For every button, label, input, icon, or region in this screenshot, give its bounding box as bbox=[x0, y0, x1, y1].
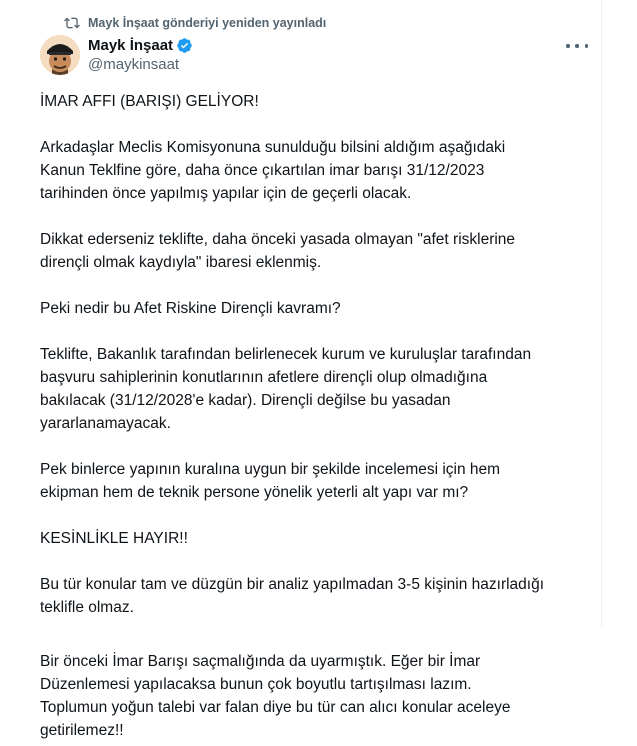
tweet-paragraph: Dikkat ederseniz teklifte, daha önceki yasada olmayan "afet risklerine dirençli olmak kaydıyla" ibaresi eklenmiş. bbox=[40, 231, 516, 271]
author-block bbox=[88, 37, 193, 73]
repost-icon bbox=[64, 15, 80, 31]
author-handle[interactable]: @maykinsaat bbox=[88, 56, 180, 73]
more-dot bbox=[585, 44, 589, 48]
repost-text: Mayk İnşaat gönderiyi yeniden yayınladı bbox=[88, 16, 327, 30]
comment-text: Bir önceki İmar Barışı saçmalığında da uyarmıştık. Eğer bir İmar Düzenlemesi yapılacaksa bunun çok boyutlu tartışılması lazım. Toplumun yoğun talebi var falan diye bu tür can alıcı konular aceleye getirilemez!! bbox=[40, 653, 511, 739]
repost-indicator[interactable] bbox=[64, 15, 326, 31]
tweet-paragraph: KESİNLİKLE HAYIR!! bbox=[40, 530, 188, 547]
tweet-paragraph: İMAR AFFI (BARIŞI) GELİYOR! bbox=[40, 93, 259, 110]
tweet-paragraph: Bu tür konular tam ve düzgün bir analiz yapılmadan 3-5 kişinin hazırladığı teklifle olmaz. bbox=[40, 576, 545, 616]
tweet-paragraph: Arkadaşlar Meclis Komisyonuna sunulduğu bilsini aldığım aşağıdaki Kanun Teklfine göre, daha önce çıkartılan imar barışı 31/12/2023 tarihinden önce yapılmış yapılar için de geçerli olacak. bbox=[40, 139, 506, 202]
more-dot bbox=[575, 44, 579, 48]
tweet-paragraph: Pek binlerce yapının kuralına uygun bir şekilde incelemesi için hem ekipman hem de teknik persone yönelik yeterli alt yapı var mı? bbox=[40, 461, 501, 501]
avatar-icon bbox=[40, 35, 80, 75]
tweet-paragraph: Teklifte, Bakanlık tarafından belirlenecek kurum ve kuruluşlar tarafından başvuru sahiplerinin konutlarının afetlere dirençli olup olmadığına bakılacak (31/12/2028'e kadar). Dirençli değilse bu yasadan yararlanamayacak. bbox=[40, 346, 532, 432]
tweet-text bbox=[40, 90, 596, 642]
tweet-paragraph: Peki nedir bu Afet Riskine Dirençli kavramı? bbox=[40, 300, 341, 317]
verified-badge-icon bbox=[173, 37, 193, 54]
more-options-icon[interactable] bbox=[566, 36, 588, 56]
author-name[interactable]: Mayk İnşaat bbox=[88, 37, 174, 54]
more-dot bbox=[566, 44, 570, 48]
avatar[interactable] bbox=[40, 35, 80, 75]
